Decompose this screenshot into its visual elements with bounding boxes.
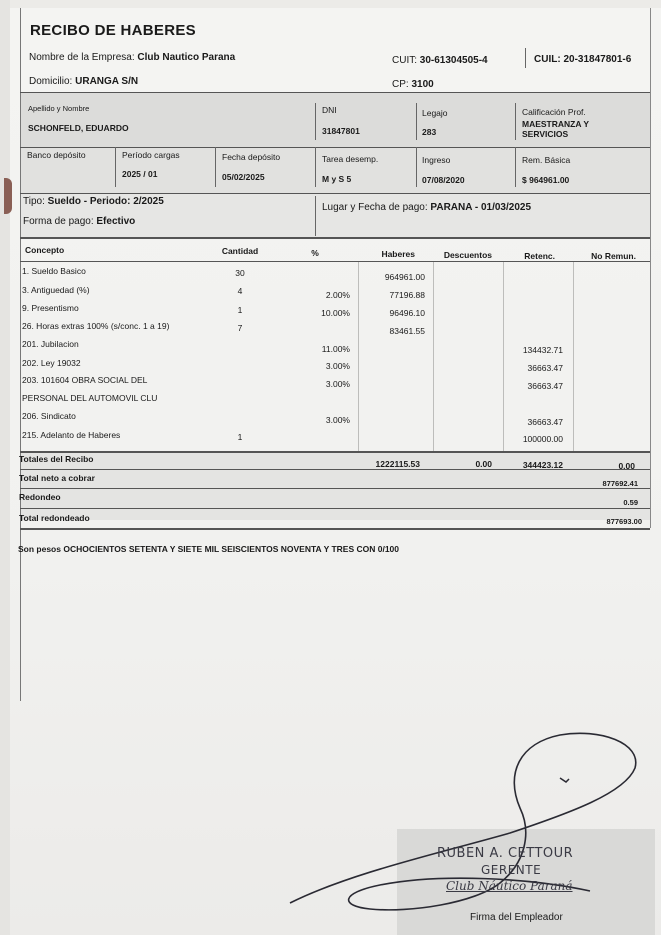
table-row-concepto: 206. Sindicato [22, 411, 76, 421]
table-row-retenc: 36663.47 [527, 417, 563, 427]
address-row [29, 76, 138, 87]
table-row-haberes: 96496.10 [389, 308, 425, 318]
table-row-retenc: 100000.00 [522, 434, 563, 444]
totals-retenc: 344423.12 [522, 460, 563, 470]
col-noremun: No Remun. [591, 251, 636, 261]
table-row-cantidad: 7 [237, 323, 243, 333]
cuil-value: 20-31847801-6 [563, 54, 632, 65]
ingreso-value: 07/08/2020 [422, 175, 465, 185]
cp-label: CP: [392, 79, 409, 90]
cp-row [392, 79, 434, 90]
redondeo-label: Redondeo [19, 492, 61, 502]
redondeado-label: Total redondeado [19, 513, 90, 523]
rem-label: Rem. Básica [522, 155, 571, 165]
redondeo-value: 0.59 [623, 498, 638, 507]
receipt-title: RECIBO DE HABERES [30, 22, 196, 39]
cuit-label: CUIT: [392, 55, 417, 66]
legajo-value: 283 [422, 127, 437, 137]
table-row-cantidad: 1 [237, 432, 243, 442]
table-row-pct: 3.00% [325, 361, 350, 371]
col-haberes: Haberes [381, 249, 415, 259]
table-row-cantidad: 1 [237, 305, 243, 315]
calif-line1: MAESTRANZA Y [522, 119, 590, 129]
fecha-label: Fecha depósito [222, 152, 281, 162]
table-row-concepto: 3. Antiguedad (%) [22, 285, 90, 295]
col-concepto: Concepto [25, 245, 65, 255]
table-row-retenc: 36663.47 [527, 363, 563, 373]
table-row-pct: 10.00% [321, 308, 350, 318]
totals-label: Totales del Recibo [19, 454, 94, 464]
ingreso-label: Ingreso [422, 155, 451, 165]
cuil-label: CUIL: [534, 54, 561, 65]
company-name: Club Nautico Parana [137, 52, 236, 63]
periodo-label: Período cargas [122, 150, 180, 160]
forma-value: Efectivo [96, 216, 136, 227]
tarea-value: M y S 5 [322, 174, 352, 184]
stamp-name: RUBEN A. CETTOUR [437, 846, 574, 861]
table-row-concepto: 203. 101604 OBRA SOCIAL DEL [22, 375, 148, 385]
cp-value: 3100 [411, 79, 434, 90]
totals-noremun: 0.00 [618, 461, 635, 471]
table-row-haberes: 77196.88 [389, 290, 425, 300]
dni-label: DNI [322, 105, 337, 115]
amount-in-words: Son pesos OCHOCIENTOS SETENTA Y SIETE MIL SEISCIENTOS NOVENTA Y TRES CON 0/100 [18, 544, 400, 554]
page-edge [0, 0, 10, 935]
address-label: Domicilio: [29, 76, 73, 87]
table-row-concepto: 26. Horas extras 100% (s/conc. 1 a 19) [22, 321, 170, 331]
table-row-concepto: 201. Jubilacion [22, 339, 79, 349]
tipo-label: Tipo: [23, 196, 45, 207]
tipo-value: Sueldo - Periodo: 2/2025 [47, 196, 164, 207]
employee-name: SCHONFELD, EDUARDO [28, 123, 129, 133]
table-row-haberes: 83461.55 [389, 326, 425, 336]
totals-descuentos: 0.00 [475, 459, 492, 469]
banco-label: Banco depósito [27, 150, 86, 160]
periodo-value: 2025 / 01 [122, 169, 158, 179]
table-row-concepto: 202. Ley 19032 [22, 358, 81, 368]
fecha-value: 05/02/2025 [222, 172, 265, 182]
company-name-row [29, 52, 235, 63]
rem-value: $ 964961.00 [522, 175, 570, 185]
cuit-row [392, 55, 488, 66]
table-row-cantidad: 30 [235, 268, 245, 278]
company-name-label: Nombre de la Empresa: [29, 52, 135, 63]
table-row-concepto: 9. Presentismo [22, 303, 79, 313]
table-row-pct: 3.00% [325, 379, 350, 389]
table-row-concepto: PERSONAL DEL AUTOMOVIL CLU [22, 393, 158, 403]
col-retenc: Retenc. [524, 251, 555, 261]
table-row-pct: 3.00% [325, 415, 350, 425]
col-pct: % [311, 248, 319, 258]
table-row-retenc: 134432.71 [522, 345, 563, 355]
stamp-role: GERENTE [481, 863, 542, 877]
table-row-concepto: 215. Adelanto de Haberes [22, 430, 121, 440]
table-row-concepto: 1. Sueldo Basico [22, 266, 86, 276]
legajo-label: Legajo [422, 108, 448, 118]
table-row-cantidad: 4 [237, 286, 243, 296]
forma-row [23, 216, 135, 227]
forma-label: Forma de pago: [23, 216, 94, 227]
table-row-pct: 2.00% [325, 290, 350, 300]
lugar-row [322, 202, 531, 213]
cuil-row [534, 54, 631, 65]
signature-caption: Firma del Empleador [470, 912, 563, 923]
receipt-paper [10, 8, 661, 935]
lugar-label: Lugar y Fecha de pago: [322, 202, 428, 213]
table-row-pct: 11.00% [321, 344, 350, 354]
table-row-haberes: 964961.00 [384, 272, 425, 282]
employee-name-label: Apellido y Nombre [28, 104, 90, 113]
address-value: URANGA S/N [75, 76, 139, 87]
cuit-value: 30-61304505-4 [419, 55, 488, 66]
calif-line2: SERVICIOS [522, 129, 569, 139]
col-cantidad: Cantidad [221, 246, 259, 256]
binder-mark [4, 178, 12, 214]
totals-haberes: 1222115.53 [375, 459, 420, 469]
neto-value: 877692.41 [602, 479, 638, 488]
tarea-label: Tarea desemp. [322, 154, 379, 164]
redondeado-value: 877693.00 [606, 517, 642, 526]
tipo-row [23, 196, 164, 207]
neto-label: Total neto a cobrar [19, 473, 95, 483]
calif-label: Calificación Prof. [522, 107, 586, 117]
lugar-value: PARANA - 01/03/2025 [430, 202, 532, 213]
stamp-org: Club Náutico Paraná [446, 879, 573, 893]
dni-value: 31847801 [322, 126, 360, 136]
calif-value [522, 119, 589, 139]
col-descuentos: Descuentos [443, 250, 492, 260]
table-row-retenc: 36663.47 [527, 381, 563, 391]
